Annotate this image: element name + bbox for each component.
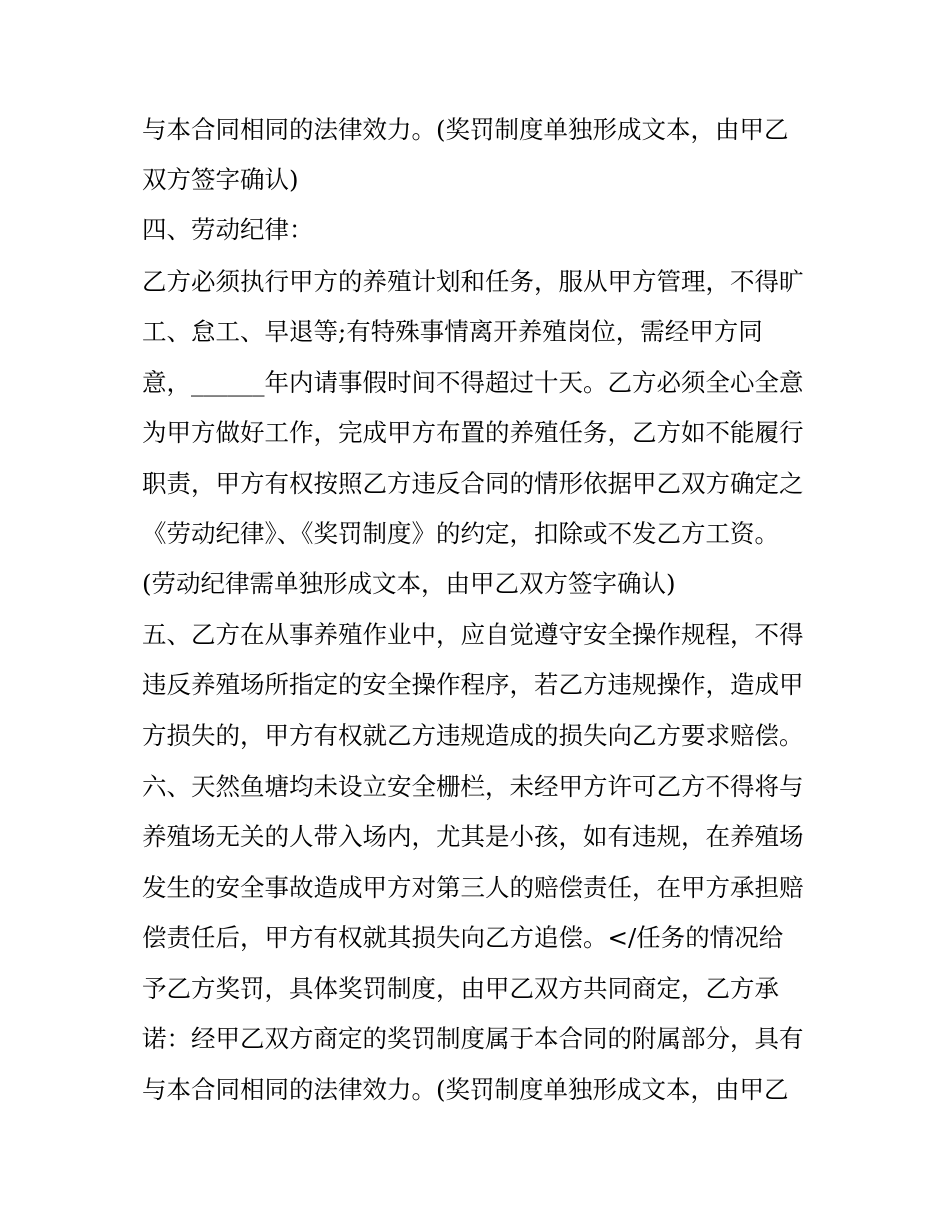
text-line: 发生的安全事故造成甲方对第三人的赔偿责任，在甲方承担赔 bbox=[142, 873, 804, 902]
section-heading: 四、劳动纪律： bbox=[142, 215, 314, 244]
text-line: 为甲方做好工作，完成甲方布置的养殖任务，乙方如不能履行 bbox=[142, 418, 804, 447]
text-line: 《劳动纪律》、《奖罚制度》的约定，扣除或不发乙方工资。 bbox=[142, 519, 779, 548]
text-line: 意，______年内请事假时间不得超过十天。乙方必须全心全意 bbox=[142, 368, 804, 397]
text-line: 予乙方奖罚，具体奖罚制度，由甲乙双方共同商定，乙方承 bbox=[142, 974, 779, 1003]
text-line: 工、怠工、早退等;有特殊事情离开养殖岗位，需经甲方同 bbox=[142, 317, 763, 346]
text-line: 乙方必须执行甲方的养殖计划和任务，服从甲方管理，不得旷 bbox=[142, 267, 804, 296]
text-line: 六、天然鱼塘均未设立安全栅栏，未经甲方许可乙方不得将与 bbox=[142, 772, 804, 801]
text-line: 偿责任后，甲方有权就其损失向乙方追偿。</任务的情况给 bbox=[142, 923, 784, 952]
text-line: 五、乙方在从事养殖作业中，应自觉遵守安全操作规程，不得 bbox=[142, 620, 804, 649]
text-line: 与本合同相同的法律效力。(奖罚制度单独形成文本，由甲乙 bbox=[142, 115, 789, 144]
text-line: 与本合同相同的法律效力。(奖罚制度单独形成文本，由甲乙 bbox=[142, 1075, 789, 1104]
text-line: 方损失的，甲方有权就乙方违规造成的损失向乙方要求赔偿。 bbox=[142, 721, 804, 750]
text-line: 诺：经甲乙双方商定的奖罚制度属于本合同的附属部分，具有 bbox=[142, 1024, 804, 1053]
text-line: 违反养殖场所指定的安全操作程序，若乙方违规操作，造成甲 bbox=[142, 670, 804, 699]
text-line: 养殖场无关的人带入场内，尤其是小孩，如有违规，在养殖场 bbox=[142, 822, 804, 851]
text-line: 职责，甲方有权按照乙方违反合同的情形依据甲乙双方确定之 bbox=[142, 469, 804, 498]
text-line: (劳动纪律需单独形成文本，由甲乙双方签字确认) bbox=[142, 569, 676, 598]
text-line: 双方签字确认) bbox=[142, 165, 299, 194]
